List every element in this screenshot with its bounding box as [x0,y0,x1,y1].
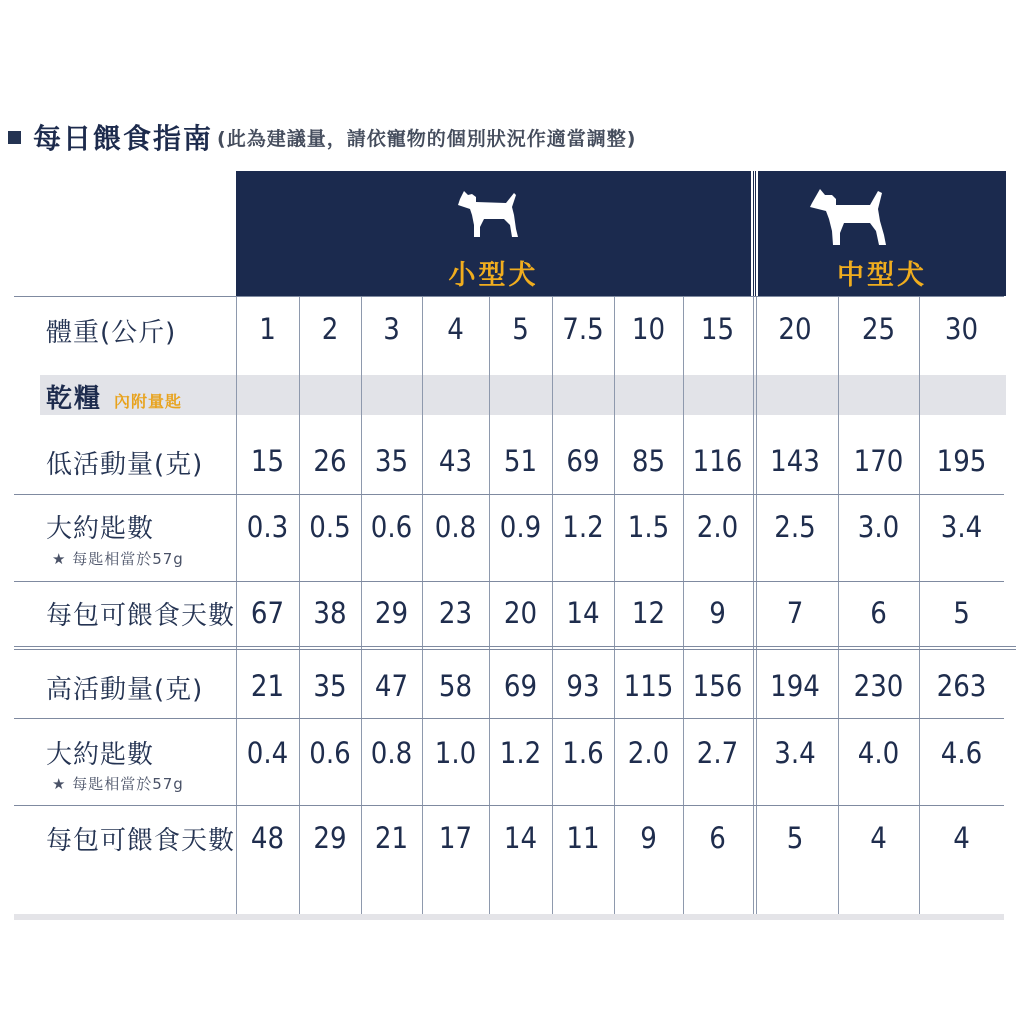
days-per-bag-label: 每包可餵食天數 [46,826,236,856]
high-activity-label: 高活動量(克) [46,675,204,705]
table-cell: 2.0 [696,510,739,544]
medium-dog-header [758,171,1006,296]
table-cell: 48 [250,821,285,855]
table-cell: 17 [438,821,473,855]
table-cell: 51 [503,444,538,478]
table-cell: 6 [709,821,726,855]
table-cell: 12 [631,596,666,630]
table-cell: 4 [447,312,464,346]
table-cell: 20 [778,312,812,346]
table-cell: 25 [861,312,896,346]
page-title [8,117,636,157]
scoop-note: ★ 每匙相當於57g [52,550,184,568]
table-cell: 6 [870,596,887,630]
table-cell: 58 [438,669,473,703]
table-cell: 7.5 [562,312,604,346]
scoop-note: ★ 每匙相當於57g [52,775,184,793]
small-dog-label: 小型犬 [448,260,539,291]
table-cell: 14 [503,821,538,855]
table-cell: 29 [374,596,409,630]
dry-food-label: 乾糧 [46,384,103,414]
dry-food-note: 內附量匙 [114,392,183,411]
table-cell: 4 [870,821,887,855]
title-subtitle: (此為建議量，請依寵物的個別狀況作適當調整) [217,127,637,150]
table-cell: 1.6 [562,736,604,770]
table-cell: 10 [631,312,666,346]
scoop-count-label: 大約匙數 [46,740,155,770]
table-cell: 67 [250,596,285,630]
table-cell: 2.7 [696,736,739,770]
table-cell: 69 [503,669,538,703]
table-cell: 116 [692,444,743,478]
table-cell: 20 [503,596,538,630]
table-cell: 26 [313,444,347,478]
table-cell: 14 [566,596,600,630]
table-cell: 38 [313,596,347,630]
table-cell: 30 [944,312,979,346]
row-divider [14,805,1004,806]
row-divider [14,718,1004,719]
table-cell: 230 [853,669,904,703]
table-cell: 143 [770,444,820,478]
table-cell: 3.0 [857,510,900,544]
table-cell: 11 [566,821,600,855]
medium-dog-label: 中型犬 [837,260,927,291]
dry-food-section-label [46,378,182,415]
footer-bar [14,914,1004,920]
table-cell: 156 [692,669,743,703]
table-cell: 5 [786,821,804,855]
table-cell: 0.5 [309,510,351,544]
low-activity-label: 低活動量(克) [46,450,204,480]
weight-row-label: 體重(公斤) [46,318,177,348]
table-cell: 1.2 [499,736,542,770]
table-cell: 0.3 [246,510,289,544]
title-main: 每日餵食指南 [33,122,214,155]
square-bullet-icon [8,131,21,144]
table-cell: 0.8 [434,510,477,544]
table-cell: 1 [259,312,276,346]
table-cell: 35 [313,669,347,703]
scoop-count-label: 大約匙數 [46,514,155,544]
medium-dog-icon [808,185,890,251]
table-cell: 4 [953,821,970,855]
table-cell: 5 [512,312,529,346]
table-cell: 5 [953,596,970,630]
table-cell: 35 [374,444,409,478]
table-cell: 0.6 [309,736,351,770]
dry-food-band [40,375,1006,415]
table-cell: 2.0 [627,736,670,770]
table-cell: 29 [313,821,347,855]
table-cell: 1.2 [562,510,604,544]
table-cell: 4.0 [857,736,900,770]
table-cell: 0.9 [499,510,542,544]
table-cell: 170 [853,444,904,478]
header-divider [751,171,758,296]
table-cell: 0.4 [246,736,289,770]
table-cell: 3.4 [940,510,983,544]
table-cell: 85 [631,444,666,478]
table-cell: 263 [936,669,987,703]
table-cell: 21 [374,821,409,855]
table-cell: 0.6 [370,510,413,544]
table-cell: 69 [566,444,600,478]
table-cell: 4.6 [940,736,983,770]
small-dog-header [236,171,751,296]
table-cell: 1.0 [434,736,477,770]
table-cell: 7 [786,596,804,630]
row-divider [14,581,1004,582]
table-cell: 115 [623,669,674,703]
table-cell: 21 [250,669,285,703]
table-cell: 93 [566,669,600,703]
table-cell: 15 [700,312,735,346]
table-cell: 47 [374,669,409,703]
table-cell: 15 [250,444,285,478]
row-divider [14,494,1004,495]
table-cell: 194 [770,669,820,703]
table-cell: 1.5 [627,510,670,544]
row-divider [14,296,1004,297]
table-cell: 9 [640,821,657,855]
table-cell: 0.8 [370,736,413,770]
table-cell: 3 [383,312,400,346]
table-cell: 2.5 [774,510,816,544]
table-cell: 195 [936,444,987,478]
table-cell: 23 [438,596,473,630]
table-cell: 3.4 [774,736,816,770]
table-cell: 9 [709,596,726,630]
section-double-divider [14,646,1016,650]
days-per-bag-label: 每包可餵食天數 [46,601,236,631]
small-dog-icon [454,185,524,245]
table-cell: 2 [321,312,339,346]
table-cell: 43 [438,444,473,478]
